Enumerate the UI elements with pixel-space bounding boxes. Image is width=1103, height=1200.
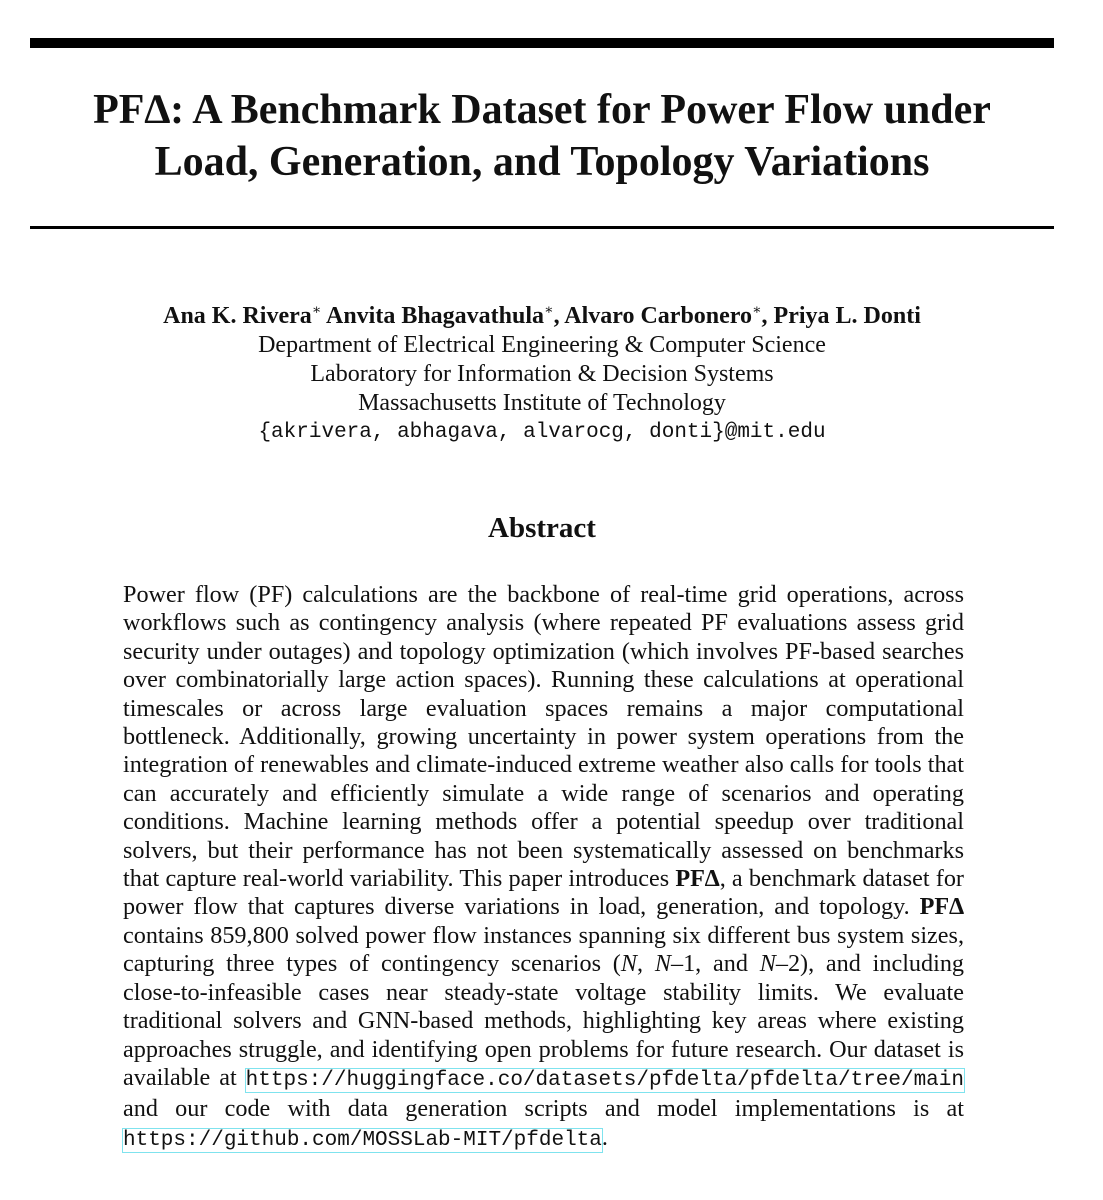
author-name: Anvita Bhagavathula bbox=[325, 303, 545, 329]
affiliation-institute: Massachusetts Institute of Technology bbox=[358, 390, 726, 416]
abstract-segment: contains 859,800 solved power flow instances spanning six different bus system sizes, capturing three types of contingency scenarios ( bbox=[123, 921, 964, 978]
dataset-name: PF∆ bbox=[919, 893, 964, 921]
dataset-link[interactable]: https://huggingface.co/datasets/pfdelta/pfdelta/tree/main bbox=[245, 1068, 964, 1092]
equal-contribution-mark: ∗ bbox=[752, 303, 762, 318]
author-name: Alvaro Carbonero bbox=[564, 303, 753, 329]
author-list: Ana K. Rivera∗ Anvita Bhagavathula∗, Alvaro Carbonero∗, Priya L. Donti bbox=[163, 303, 921, 329]
title-line-2: Load, Generation, and Topology Variations bbox=[154, 139, 930, 185]
math-symbol: N bbox=[654, 950, 671, 978]
abstract-segment: and our code with data generation scripts and model implementations is at bbox=[123, 1095, 964, 1123]
affiliation-lab: Laboratory for Information & Decision Systems bbox=[310, 361, 774, 387]
abstract-text bbox=[123, 581, 964, 1155]
abstract-segment: Power flow (PF) calculations are the backbone of real-time grid operations, across workflows such as contingency analysis (where repeated PF evaluations assess grid security under outages) and topology optimization (which involves PF-based searches over combinatorially large action spaces). Running these calculations at operational timescales or across large evaluation spaces remains a major computational bottleneck. Additionally, growing uncertainty in power system operations from the integration of renewables and climate-induced extreme weather also calls for tools that can accurately and efficiently simulate a wide range of scenarios and operating conditions. Machine learning methods offer a potential speedup over traditional solvers, but their performance has not been systematically assessed on benchmarks that capture real-world variability. This paper introduces bbox=[123, 581, 964, 893]
abstract-segment: . bbox=[601, 1123, 608, 1151]
affiliation-department: Department of Electrical Engineering & Computer Science bbox=[258, 332, 826, 358]
abstract-segment: –1, and bbox=[670, 950, 760, 978]
title-top-rule bbox=[30, 38, 1054, 48]
author-emails: {akrivera, abhagava, alvarocg, donti}@mit.edu bbox=[258, 421, 826, 444]
equal-contribution-mark: ∗ bbox=[544, 303, 554, 318]
abstract-heading: Abstract bbox=[488, 512, 596, 544]
paper-title bbox=[30, 84, 1054, 188]
title-bottom-rule bbox=[30, 226, 1054, 229]
math-symbol: N bbox=[620, 950, 637, 978]
title-line-1: PF∆: A Benchmark Dataset for Power Flow under bbox=[93, 87, 991, 133]
author-name: Ana K. Rivera bbox=[163, 303, 312, 329]
math-symbol: N bbox=[759, 950, 776, 978]
abstract-segment: –2), and including close-to-infeasible cases near steady-state voltage stability limits. We evaluate traditional solvers and GNN-based methods, highlighting key areas where existing approaches struggle, and identifying open problems for future research. Our dataset is available at bbox=[123, 950, 965, 1091]
abstract-segment: , a benchmark dataset for power flow that captures diverse variations in load, generation, and topology. bbox=[123, 865, 964, 921]
equal-contribution-mark: ∗ bbox=[311, 303, 322, 318]
author-block bbox=[0, 296, 1084, 447]
dataset-name: PF∆ bbox=[675, 865, 720, 893]
author-name: Priya L. Donti bbox=[773, 303, 921, 329]
code-repository-link[interactable]: https://github.com/MOSSLab-MIT/pfdelta bbox=[123, 1128, 602, 1152]
abstract-segment: , bbox=[637, 950, 655, 978]
